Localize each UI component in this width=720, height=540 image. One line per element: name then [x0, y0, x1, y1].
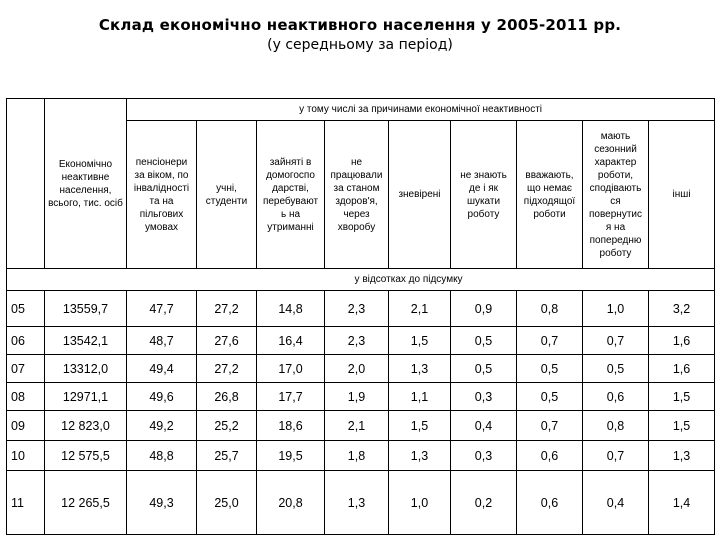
table-row [7, 355, 715, 383]
value-cell: 25,2 [197, 411, 257, 441]
value-cell: 18,6 [257, 411, 325, 441]
value-cell: 1,5 [649, 411, 715, 441]
header-text: учні, студенти [205, 182, 248, 207]
year-cell: 07 [7, 355, 45, 383]
value-cell: 0,4 [451, 411, 517, 441]
value-cell: 0,6 [583, 383, 649, 411]
value-cell: 0,6 [517, 471, 583, 535]
year-header-cell [7, 99, 45, 269]
value-cell: 2,0 [325, 355, 389, 383]
column-header [45, 99, 127, 269]
value-cell: 1,9 [325, 383, 389, 411]
table-row [7, 471, 715, 535]
value-cell: 1,3 [389, 441, 451, 471]
value-cell: 48,8 [127, 441, 197, 471]
value-cell: 0,9 [451, 291, 517, 327]
value-cell: 0,7 [583, 441, 649, 471]
value-cell: 49,3 [127, 471, 197, 535]
value-cell: 0,5 [517, 355, 583, 383]
value-cell: 0,3 [451, 383, 517, 411]
table-row [7, 411, 715, 441]
value-cell: 1,0 [389, 471, 451, 535]
value-cell: 0,4 [583, 471, 649, 535]
column-header [517, 121, 583, 269]
value-cell: 2,3 [325, 327, 389, 355]
column-header [389, 121, 451, 269]
value-cell: 1,8 [325, 441, 389, 471]
page-subtitle: (у середньому за період) [267, 37, 453, 53]
value-cell: 0,7 [517, 411, 583, 441]
column-header [451, 121, 517, 269]
value-cell: 1,6 [649, 327, 715, 355]
header-text: інші [672, 189, 691, 200]
value-cell: 0,2 [451, 471, 517, 535]
percent-header-text: у відсотках до підсумку [354, 274, 463, 285]
value-cell: 0,5 [583, 355, 649, 383]
column-header [127, 121, 197, 269]
value-cell: 27,2 [197, 291, 257, 327]
value-cell: 13559,7 [45, 291, 127, 327]
value-cell: 1,4 [649, 471, 715, 535]
value-cell: 1,1 [389, 383, 451, 411]
value-cell: 47,7 [127, 291, 197, 327]
column-header [649, 121, 715, 269]
group-header: у тому числі за причинами економічної неактивності [127, 99, 715, 121]
value-cell: 1,3 [389, 355, 451, 383]
value-cell: 0,3 [451, 441, 517, 471]
value-cell: 27,2 [197, 355, 257, 383]
data-table [6, 98, 715, 535]
value-cell: 0,7 [517, 327, 583, 355]
header-text: не знають де і як шукати роботу [460, 169, 507, 220]
column-header [257, 121, 325, 269]
header-text: мають сезонний характер роботи, сподівають ся повернутис я на попередню роботу [589, 130, 642, 259]
value-cell: 0,7 [583, 327, 649, 355]
value-cell: 1,3 [325, 471, 389, 535]
page-title: Склад економічно неактивного населення у 2005-2011 рр. [98, 16, 622, 34]
value-cell: 27,6 [197, 327, 257, 355]
value-cell: 0,5 [517, 383, 583, 411]
header-text: пенсіонери за віком, по інвалідності та на пільгових умовах [133, 156, 190, 233]
table-row [7, 291, 715, 327]
value-cell: 17,0 [257, 355, 325, 383]
value-cell: 49,6 [127, 383, 197, 411]
value-cell: 2,3 [325, 291, 389, 327]
value-cell: 12971,1 [45, 383, 127, 411]
value-cell: 19,5 [257, 441, 325, 471]
value-cell: 0,8 [517, 291, 583, 327]
value-cell: 16,4 [257, 327, 325, 355]
value-cell: 3,2 [649, 291, 715, 327]
value-cell: 13542,1 [45, 327, 127, 355]
value-cell: 20,8 [257, 471, 325, 535]
column-header [197, 121, 257, 269]
value-cell: 49,4 [127, 355, 197, 383]
table-row [7, 441, 715, 471]
value-cell: 1,3 [649, 441, 715, 471]
value-cell: 14,8 [257, 291, 325, 327]
value-cell: 0,8 [583, 411, 649, 441]
year-cell: 05 [7, 291, 45, 327]
value-cell: 25,7 [197, 441, 257, 471]
header-text: Економічно неактивне населення, всього, тис. осіб [48, 158, 123, 209]
value-cell: 1,5 [389, 411, 451, 441]
header-text: не працювали за станом здоров'я, через хворобу [330, 156, 383, 233]
value-cell: 17,7 [257, 383, 325, 411]
value-cell: 12 823,0 [45, 411, 127, 441]
table-row [7, 327, 715, 355]
value-cell: 1,5 [389, 327, 451, 355]
title-block [0, 16, 720, 53]
column-header [325, 121, 389, 269]
value-cell: 1,0 [583, 291, 649, 327]
percent-header [7, 269, 715, 291]
value-cell: 0,6 [517, 441, 583, 471]
year-cell: 10 [7, 441, 45, 471]
year-cell: 09 [7, 411, 45, 441]
value-cell: 0,5 [451, 355, 517, 383]
value-cell: 12 575,5 [45, 441, 127, 471]
value-cell: 49,2 [127, 411, 197, 441]
value-cell: 2,1 [389, 291, 451, 327]
table-row [7, 383, 715, 411]
year-cell: 08 [7, 383, 45, 411]
value-cell: 13312,0 [45, 355, 127, 383]
value-cell: 25,0 [197, 471, 257, 535]
value-cell: 12 265,5 [45, 471, 127, 535]
header-text: вважають, що немає підходящої роботи [523, 169, 576, 220]
value-cell: 2,1 [325, 411, 389, 441]
value-cell: 26,8 [197, 383, 257, 411]
column-header [583, 121, 649, 269]
value-cell: 1,5 [649, 383, 715, 411]
header-text: зайняті в домогоспо дарстві, перебувают ь на утриманні [262, 156, 319, 233]
year-cell: 11 [7, 471, 45, 535]
table-body [7, 291, 715, 535]
value-cell: 48,7 [127, 327, 197, 355]
value-cell: 1,6 [649, 355, 715, 383]
header-text: зневірені [398, 189, 441, 200]
year-cell: 06 [7, 327, 45, 355]
value-cell: 0,5 [451, 327, 517, 355]
